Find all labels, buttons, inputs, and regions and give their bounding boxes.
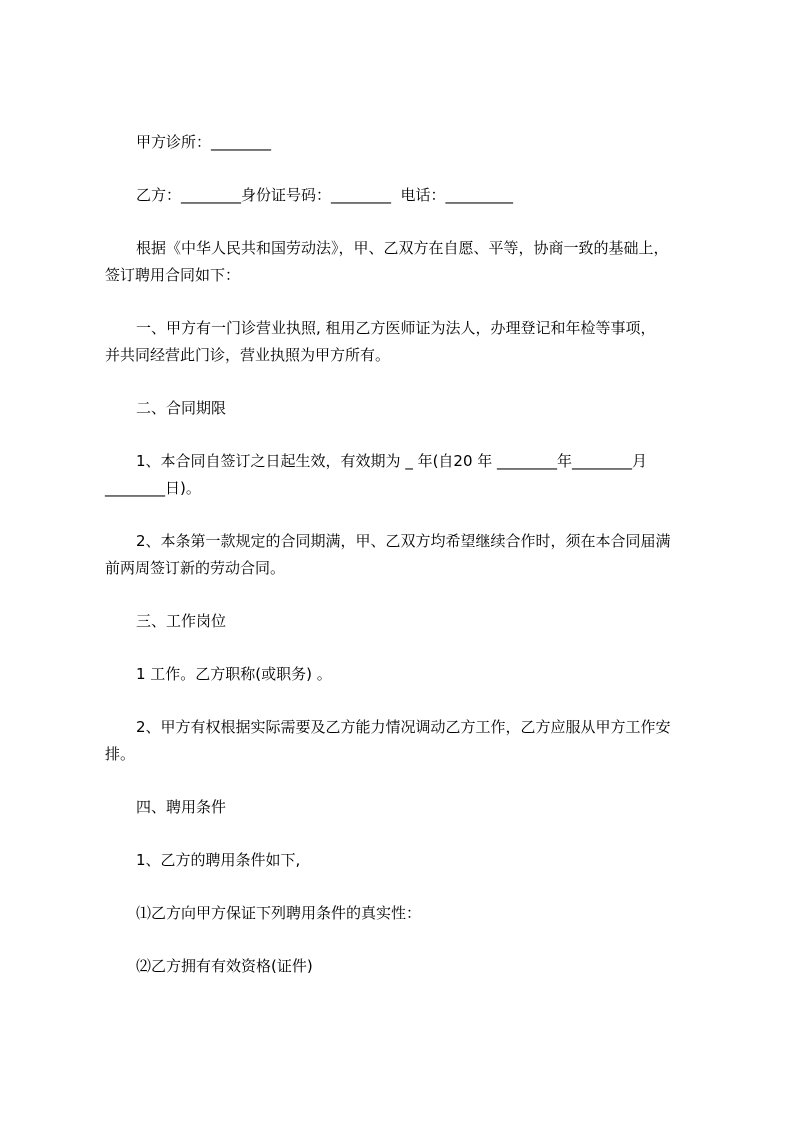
s4-item1: 1、乙方的聘用条件如下, <box>136 851 301 869</box>
section-2-heading: 二、合同期限 <box>136 399 227 417</box>
intro-line-2: 签订聘用合同如下： <box>105 266 241 284</box>
s2-item1-line-1: 1、本合同自签订之日起生效，有效期为 _ 年(自20 年 ________年________月 <box>136 452 648 470</box>
clause1-line-1: 一、甲方有一门诊营业执照, 租用乙方医师证为法人，办理登记和年检等事项， <box>136 319 656 337</box>
section-3-heading: 三、工作岗位 <box>136 612 227 630</box>
party-b-line: 乙方：________身份证号码：________ 电话：_________ <box>136 186 514 204</box>
s2-item2-line-1: 2、本条第一款规定的合同期满，甲、乙双方均希望继续合作时，须在本合同届满 <box>136 532 671 550</box>
s3-item2-line-2: 排。 <box>105 745 136 763</box>
s3-item2-line-1: 2、甲方有权根据实际需要及乙方能力情况调动乙方工作，乙方应服从甲方工作安 <box>136 718 671 736</box>
section-4-heading: 四、聘用条件 <box>136 798 227 816</box>
s2-item1-line-2: ________日)。 <box>105 479 201 497</box>
s3-item1: 1 工作。乙方职称(或职务) 。 <box>136 665 332 683</box>
clinic-line: 甲方诊所：________ <box>136 133 272 151</box>
s4-sub2: ⑵乙方拥有有效资格(证件) <box>136 957 313 975</box>
intro-line-1: 根据《中华人民共和国劳动法》，甲、乙双方在自愿、平等，协商一致的基础上， <box>136 239 669 257</box>
clause1-line-2: 并共同经营此门诊，营业执照为甲方所有。 <box>105 346 391 364</box>
s2-item2-line-2: 前两周签订新的劳动合同。 <box>105 559 286 577</box>
s4-sub1: ⑴乙方向甲方保证下列聘用条件的真实性： <box>136 904 422 922</box>
